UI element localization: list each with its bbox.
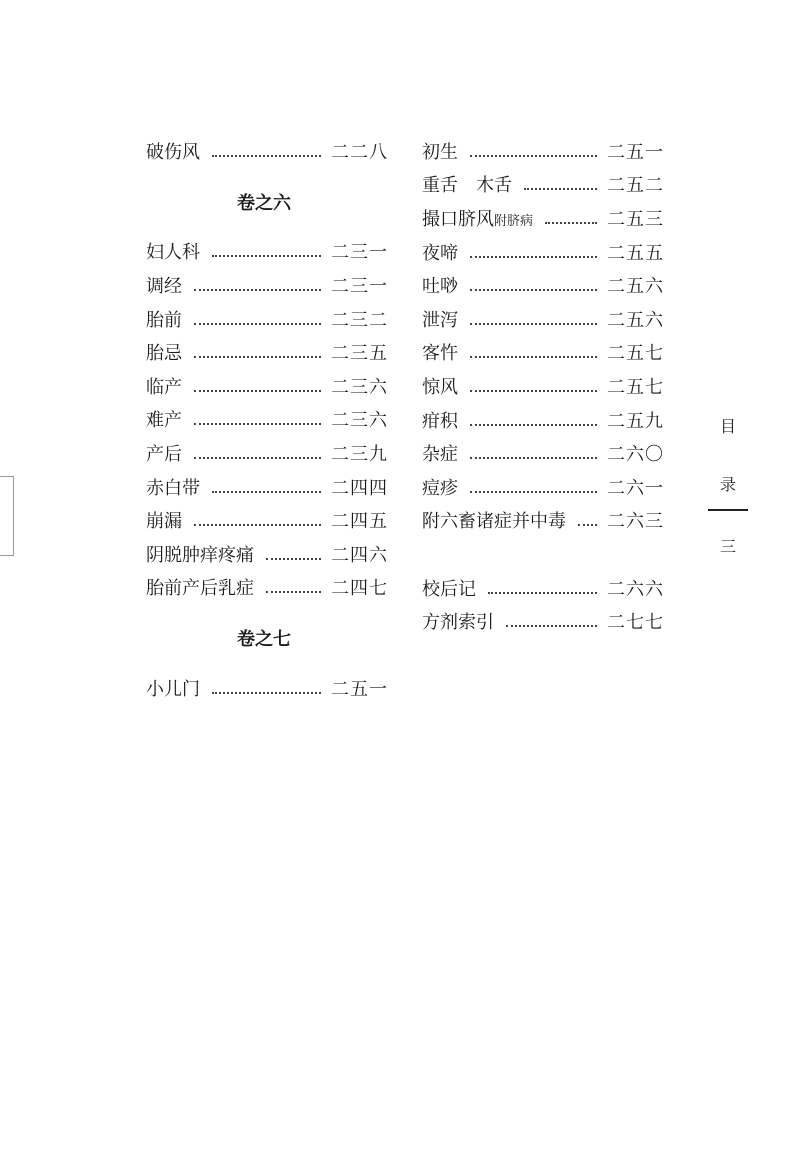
dot-leader [578,524,597,526]
dot-leader [194,457,321,459]
page-edge-tab [0,476,14,556]
dot-leader [470,289,597,291]
toc-entry[interactable] [146,405,388,439]
dot-leader [212,255,321,257]
dot-leader [470,356,597,358]
entry-page: 二五一 [607,141,664,163]
entry-page: 二二八 [331,141,388,163]
toc-entry[interactable] [146,438,388,472]
toc-entry[interactable] [422,237,664,271]
entry-title: 阴脱肿痒疼痛 [146,544,254,566]
entry-page: 二六〇 [607,444,664,466]
toc-entry[interactable] [146,673,388,707]
entry-page: 二五六 [607,276,664,298]
toc-entry[interactable] [146,472,388,506]
entry-title-main: 撮口脐风 [422,208,494,230]
running-head-char: 目 [719,417,736,436]
entry-title: 客忤 [422,343,458,365]
toc-entry[interactable] [146,237,388,271]
entry-page: 二七七 [607,612,664,634]
toc-entry[interactable] [422,606,664,640]
dot-leader [194,323,321,325]
blank-line [422,539,664,573]
entry-page: 二六一 [607,477,664,499]
dot-leader [545,222,597,224]
entry-title [422,177,512,195]
entry-page: 二五三 [607,208,664,230]
dot-leader [488,592,597,594]
entry-page: 二三五 [331,343,388,365]
toc-entry[interactable] [146,304,388,338]
toc-entry[interactable] [422,270,664,304]
entry-page: 二五五 [607,242,664,264]
toc-entry[interactable] [146,539,388,573]
entry-title [422,208,534,230]
entry-title: 胎忌 [146,343,182,365]
entry-title: 产后 [146,443,182,465]
toc-entry[interactable] [422,203,664,237]
dot-leader [212,155,321,157]
entry-page: 二五六 [607,309,664,331]
toc-entry[interactable] [146,136,388,170]
dot-leader [470,390,597,392]
entry-title: 痘疹 [422,477,458,499]
entry-title: 附六畜诸症并中毒 [422,511,566,533]
dot-leader [470,323,597,325]
toc-entry[interactable] [422,405,664,439]
entry-title: 胎前 [146,309,182,331]
toc-right-column [422,136,664,640]
page-number: 三 [719,537,736,556]
entry-page: 二三一 [331,242,388,264]
entry-page: 二三一 [331,275,388,297]
entry-title-part: 木舌 [476,175,512,197]
entry-title: 吐唦 [422,276,458,298]
entry-title: 疳积 [422,410,458,432]
entry-title-part: 重舌 [422,175,458,197]
entry-title: 崩漏 [146,511,182,533]
dot-leader [194,524,321,526]
entry-page: 二四六 [331,544,388,566]
toc-entry[interactable] [146,371,388,405]
running-head-char: 录 [719,475,736,494]
dot-leader [506,625,597,627]
entry-page: 二三九 [331,443,388,465]
entry-title: 调经 [146,275,182,297]
running-head-rule [708,509,748,511]
dot-leader [212,491,321,493]
dot-leader [470,491,597,493]
toc-entry[interactable] [422,338,664,372]
entry-title: 妇人科 [146,242,200,264]
entry-title: 泄泻 [422,309,458,331]
entry-title: 小儿门 [146,678,200,700]
dot-leader [212,692,321,694]
toc-entry[interactable] [422,506,664,540]
toc-entry[interactable] [146,573,388,607]
entry-page: 二四七 [331,578,388,600]
entry-title: 方剂索引 [422,612,494,634]
toc-entry[interactable] [146,337,388,371]
dot-leader [194,289,321,291]
volume-heading-6: 卷之六 [237,192,291,214]
dot-leader [194,423,321,425]
dot-leader [194,390,321,392]
toc-entry[interactable] [422,371,664,405]
entry-title-note: 附脐病 [494,213,534,229]
entry-title: 赤白带 [146,477,200,499]
toc-entry[interactable] [422,438,664,472]
entry-page: 二四四 [331,477,388,499]
entry-page: 二五二 [607,175,664,197]
dot-leader [194,356,321,358]
toc-entry[interactable] [422,170,664,204]
dot-leader [266,591,321,593]
toc-entry[interactable] [146,270,388,304]
volume-heading-7: 卷之七 [237,629,291,651]
entry-page: 二五七 [607,343,664,365]
entry-page: 二三二 [331,309,388,331]
entry-page: 二五一 [331,678,388,700]
dot-leader [266,558,321,560]
entry-title: 惊风 [422,376,458,398]
dot-leader [470,155,597,157]
toc-entry[interactable] [146,505,388,539]
entry-title: 夜啼 [422,242,458,264]
toc-left-column [146,136,388,707]
entry-page: 二五七 [607,376,664,398]
entry-title: 初生 [422,141,458,163]
entry-title: 临产 [146,376,182,398]
entry-title: 难产 [146,410,182,432]
entry-page: 二六三 [607,511,664,533]
entry-title: 胎前产后乳症 [146,578,254,600]
entry-title: 校后记 [422,578,476,600]
entry-page: 二五九 [607,410,664,432]
entry-title: 破伤风 [146,141,200,163]
toc-entry[interactable] [422,573,664,607]
toc-entry[interactable] [422,472,664,506]
entry-page: 二三六 [331,410,388,432]
entry-page: 二三六 [331,376,388,398]
entry-title: 杂症 [422,444,458,466]
dot-leader [470,457,597,459]
toc-entry[interactable] [422,304,664,338]
dot-leader [470,256,597,258]
dot-leader [524,188,597,190]
entry-page: 二六六 [607,578,664,600]
entry-page: 二四五 [331,511,388,533]
toc-entry[interactable] [422,136,664,170]
dot-leader [470,424,597,426]
